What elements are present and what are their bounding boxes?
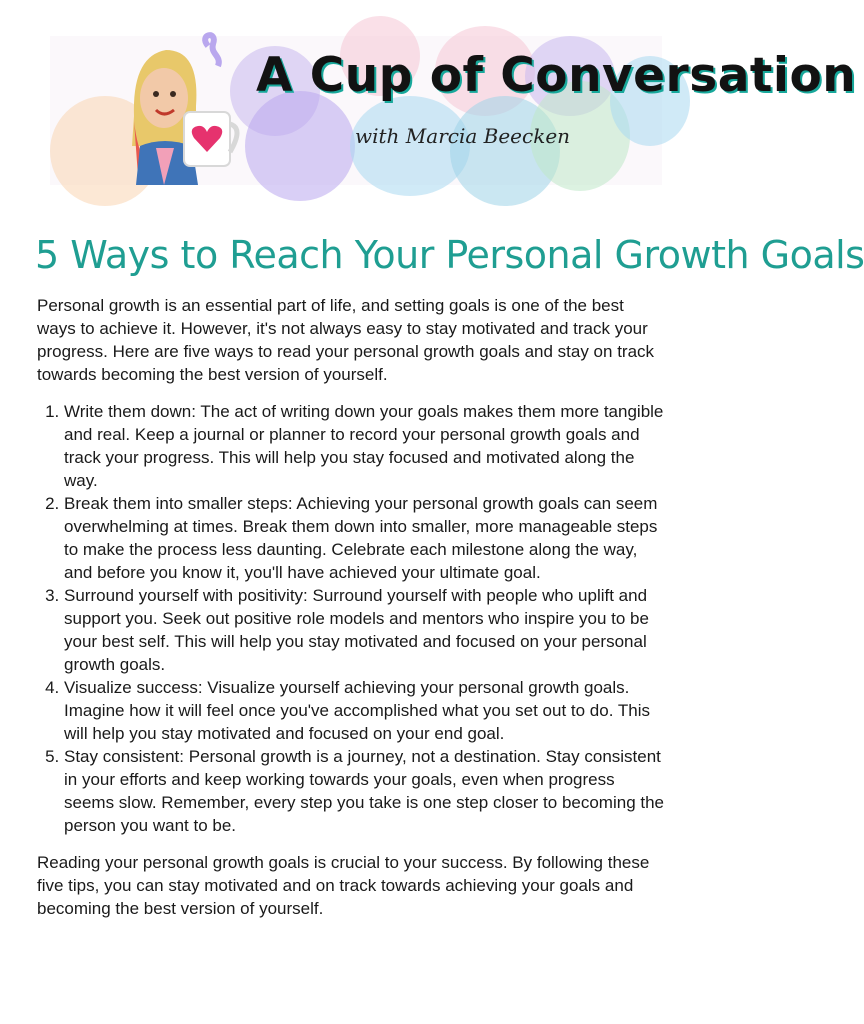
banner-subtitle: with Marcia Beecken [355,124,571,148]
banner-title: A Cup of Conversation [256,48,857,103]
list-item: 2. Break them into smaller steps: Achieving your personal growth goals can seem overwhelming at times. Break them down into smaller, more manageable steps to make the process less daunting. Celebrate each milestone along the way, and before you know it, you'll have achieved your ultimate goal. [64,492,667,584]
conclusion-paragraph: Reading your personal growth goals is crucial to your success. By following these five tips, you can stay motivated and on track towards achieving your goals and becoming the best version of yourself. [37,853,650,918]
tips-list [37,400,667,837]
article-title: 5 Ways to Reach Your Personal Growth Goals [35,233,864,277]
avatar-illustration [118,36,248,185]
list-item: 3. Surround yourself with positivity: Surround yourself with people who uplift and support you. Seek out positive role models and mentors who inspire you to be your best self. This will help you stay motivated and focused on your personal growth goals. [64,584,667,676]
article-body [37,294,667,920]
header-banner [50,36,857,185]
list-item: 1. Write them down: The act of writing down your goals makes them more tangible and real. Keep a journal or planner to record your personal growth goals and track your progress. This will help you stay focused and motivated along the way. [64,400,667,492]
list-item: 5. Stay consistent: Personal growth is a journey, not a destination. Stay consistent in your efforts and keep working towards your goals, even when progress seems slow. Remember, every step you take is one step closer to becoming the person you want to be. [64,745,667,837]
list-item: 4. Visualize success: Visualize yourself achieving your personal growth goals. Imagine how it will feel once you've accomplished what you set out to do. This will help you stay motivated and focused on your end goal. [64,676,667,745]
intro-paragraph: Personal growth is an essential part of life, and setting goals is one of the best ways to achieve it. However, it's not always easy to stay motivated and track your progress. Here are five ways to read your personal growth goals and stay on track towards becoming the best version of yourself. [37,296,655,384]
watercolor-blob [245,91,355,201]
